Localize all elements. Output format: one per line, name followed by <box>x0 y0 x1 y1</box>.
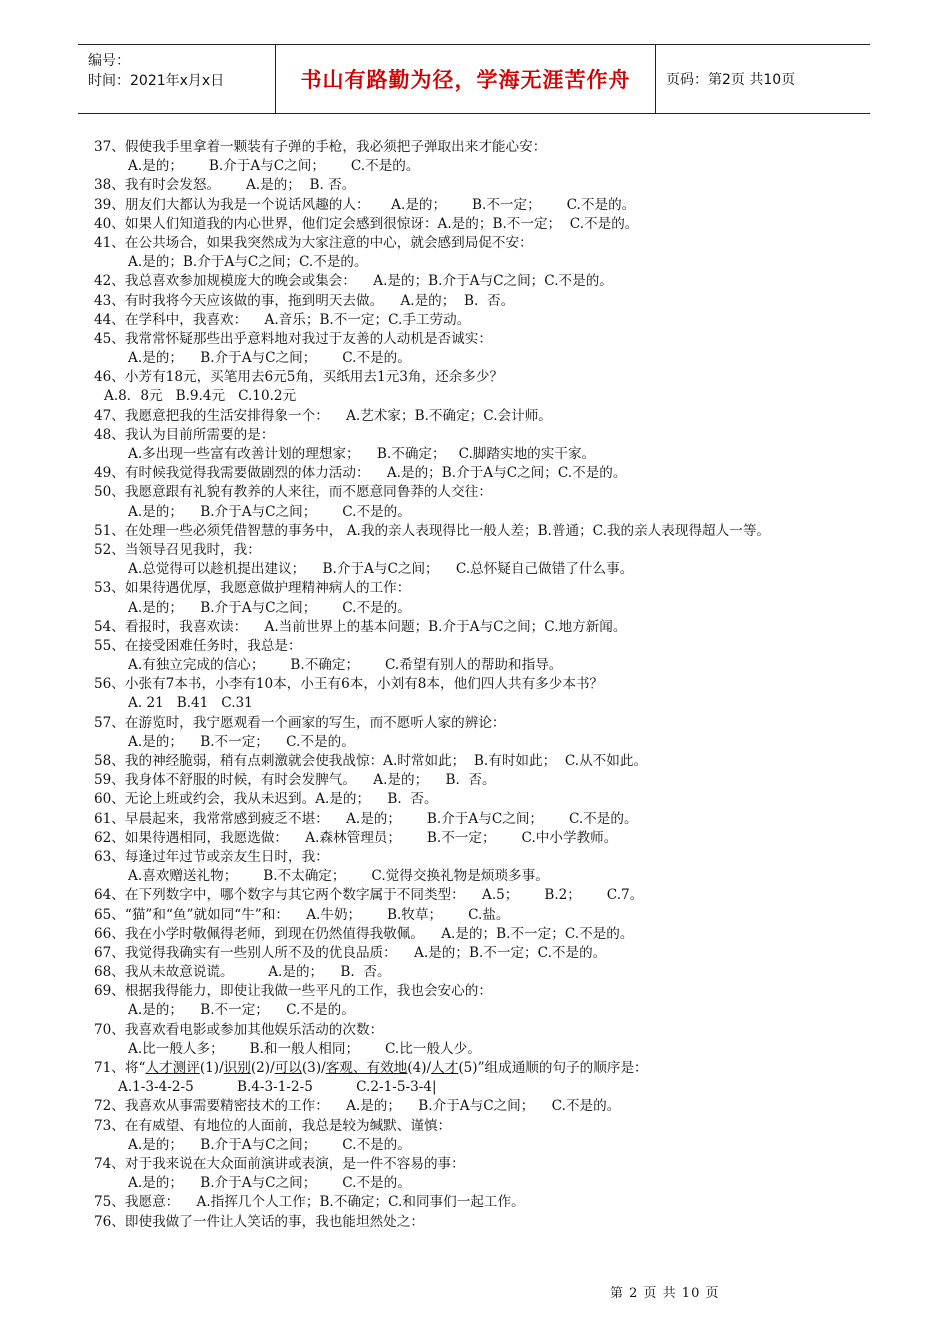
q71-part-3: 可以 <box>274 1060 302 1077</box>
question-70: 70、我喜欢看电影或参加其他娱乐活动的次数： <box>94 1021 384 1038</box>
question-71-options: A.1-3-4-2-5 B.4-3-1-2-5 C.2-1-5-3-4| <box>118 1079 437 1096</box>
question-68: 68、我从未故意说谎。 A.是的； B. 否。 <box>94 964 391 981</box>
question-41-options: A.是的；B.介于A与C之间；C.不是的。 <box>128 254 368 271</box>
q71-sep-4: (4)/ <box>407 1060 432 1077</box>
page-header <box>78 44 870 114</box>
question-50-options: A.是的； B.介于A与C之间； C.不是的。 <box>128 503 411 520</box>
question-45: 45、我常常怀疑那些出乎意料地对我过于友善的人动机是否诚实： <box>94 330 492 347</box>
page-footer: 第 2 页 共 10 页 <box>610 1286 720 1301</box>
question-42: 42、我总喜欢参加规模庞大的晚会或集会： A.是的；B.介于A与C之间；C.不是的。 <box>94 273 613 290</box>
question-59: 59、我身体不舒服的时候，有时会发脾气。 A.是的； B. 否。 <box>94 772 496 789</box>
question-54: 54、看报时，我喜欢读： A.当前世界上的基本问题；B.介于A与C之间；C.地方新闻。 <box>94 618 627 635</box>
question-41: 41、在公共场合，如果我突然成为大家注意的中心，就会感到局促不安： <box>94 234 533 251</box>
questionnaire-body <box>94 138 874 1232</box>
header-motto: 书山有路勤为径，学海无涯苦作舟 <box>276 45 656 113</box>
q71-sep-3: (3)/ <box>301 1060 326 1077</box>
question-60: 60、无论上班或约会，我从未迟到。A.是的； B. 否。 <box>94 791 438 808</box>
question-73: 73、在有威望、有地位的人面前，我总是较为缄默、谨慎： <box>94 1117 452 1134</box>
q71-part-2: 识别 <box>223 1060 251 1077</box>
question-49: 49、有时候我觉得我需要做剧烈的体力活动： A.是的；B.介于A与C之间；C.不是的。 <box>94 465 627 482</box>
question-55-options: A.有独立完成的信心； B.不确定； C.希望有别人的帮助和指导。 <box>128 657 563 674</box>
question-61: 61、早晨起来，我常常感到疲乏不堪： A.是的； B.介于A与C之间； C.不是的。 <box>94 810 638 827</box>
question-64: 64、在下列数字中，哪个数字与其它两个数字属于不同类型： A.5； B.2； C.7。 <box>94 887 644 904</box>
q71-prefix: 71、将“ <box>94 1060 146 1077</box>
question-56: 56、小张有7本书，小李有10本，小王有6本，小刘有8本，他们四人共有多少本书？ <box>94 676 604 693</box>
question-69: 69、根据我得能力，即使让我做一些平凡的工作，我也会安心的： <box>94 983 492 1000</box>
question-38: 38、我有时会发怒。 A.是的； B. 否。 <box>94 177 356 194</box>
question-75: 75、我愿意： A.指挥几个人工作；B.不确定；C.和同事们一起工作。 <box>94 1194 525 1211</box>
question-57: 57、在游览时，我宁愿观看一个画家的写生，而不愿听人家的辨论： <box>94 714 506 731</box>
question-74: 74、对于我来说在大众面前演讲或表演，是一件不容易的事： <box>94 1155 465 1172</box>
question-76: 76、即使我做了一件让人笑话的事，我也能坦然处之： <box>94 1213 424 1230</box>
header-page-info: 页码：第2页 共10页 <box>666 72 796 88</box>
question-55: 55、在接受困难任务时，我总是： <box>94 637 302 654</box>
question-46-options: A.8．8元 B.9.4元 C.10.2元 <box>104 388 297 405</box>
question-40: 40、如果人们知道我的内心世界，他们定会感到很惊讶：A.是的；B.不一定； C.不是的。 <box>94 215 639 232</box>
question-37-options: A.是的； B.介于A与C之间； C.不是的。 <box>128 158 420 175</box>
question-66: 66、我在小学时敬佩得老师，到现在仍然值得我敬佩。 A.是的；B.不一定；C.不是的。 <box>94 925 634 942</box>
question-58: 58、我的神经脆弱，稍有点刺激就会使我战惊：A.时常如此； B.有时如此； C.从不如此。 <box>94 753 648 770</box>
question-52: 52、当领导召见我时，我： <box>94 541 261 558</box>
question-63: 63、每逢过年过节或亲友生日时，我： <box>94 848 329 865</box>
question-53: 53、如果待遇优厚，我愿意做护理精神病人的工作： <box>94 580 411 597</box>
question-73-options: A.是的； B.介于A与C之间； C.不是的。 <box>128 1136 411 1153</box>
q71-sep-1: (1)/ <box>199 1060 224 1077</box>
q71-part-5: 人才 <box>431 1060 459 1077</box>
question-67: 67、我觉得我确实有一些别人所不及的优良品质： A.是的；B.不一定；C.不是的。 <box>94 944 607 961</box>
q71-part-1: 人才测评 <box>145 1060 200 1077</box>
q71-sep-2: (2)/ <box>250 1060 275 1077</box>
question-56-options: A. 21 B.41 C.31 <box>128 695 253 712</box>
header-meta <box>78 45 276 113</box>
question-65: 65、“猫”和“鱼”就如同“牛”和： A.牛奶； B.牧草； C.盐。 <box>94 906 510 923</box>
question-48: 48、我认为目前所需要的是： <box>94 426 275 443</box>
document-number-label: 编号： <box>88 53 130 69</box>
question-48-options: A.多出现一些富有改善计划的理想家； B.不确定； C.脚踏实地的实干家。 <box>128 446 596 462</box>
question-47: 47、我愿意把我的生活安排得象一个： A.艺术家；B.不确定；C.会计师。 <box>94 407 552 424</box>
question-45-options: A.是的； B.介于A与C之间； C.不是的。 <box>128 350 411 367</box>
document-time-label: 时间：2021年x月x日 <box>88 73 225 89</box>
question-44: 44、在学科中，我喜欢： A.音乐；B.不一定；C.手工劳动。 <box>94 311 471 328</box>
question-69-options: A.是的； B.不一定； C.不是的。 <box>128 1002 355 1019</box>
question-62: 62、如果待遇相同，我愿选做： A.森林管理员； B.不一定； C.中小学教师。 <box>94 829 618 846</box>
question-72: 72、我喜欢从事需要精密技术的工作： A.是的； B.介于A与C之间； C.不是的。 <box>94 1098 621 1115</box>
question-46: 46、小芳有18元，买笔用去6元5角，买纸用去1元3角，还余多少？ <box>94 369 504 386</box>
question-70-options: A.比一般人多； B.和一般人相同； C.比一般人少。 <box>128 1040 481 1057</box>
question-51: 51、在处理一些必须凭借智慧的事务中， A.我的亲人表现得比一般人差；B.普通；C.我的亲人表现得超人一等。 <box>94 522 771 539</box>
question-39: 39、朋友们大都认为我是一个说话风趣的人： A.是的； B.不一定； C.不是的。 <box>94 196 636 213</box>
question-50: 50、我愿意跟有礼貌有教养的人来往，而不愿意同鲁莽的人交往： <box>94 484 492 501</box>
q71-suffix: (5)”组成通顺的句子的顺序是： <box>458 1060 648 1077</box>
question-57-options: A.是的； B.不一定； C.不是的。 <box>128 733 355 750</box>
question-43: 43、有时我将今天应该做的事，拖到明天去做。 A.是的； B. 否。 <box>94 292 515 309</box>
question-63-options: A.喜欢赠送礼物； B.不太确定； C.觉得交换礼物是烦琐多事。 <box>128 868 549 885</box>
q71-part-4: 客观、有效地 <box>325 1060 408 1077</box>
question-53-options: A.是的； B.介于A与C之间； C.不是的。 <box>128 599 411 616</box>
question-74-options: A.是的； B.介于A与C之间； C.不是的。 <box>128 1175 411 1192</box>
question-71 <box>94 1059 874 1078</box>
question-37: 37、假使我手里拿着一颗装有子弹的手枪，我必须把子弹取出来才能心安： <box>94 139 547 155</box>
question-52-options: A.总觉得可以趁机提出建议； B.介于A与C之间； C.总怀疑自己做错了什么事。 <box>128 561 634 578</box>
